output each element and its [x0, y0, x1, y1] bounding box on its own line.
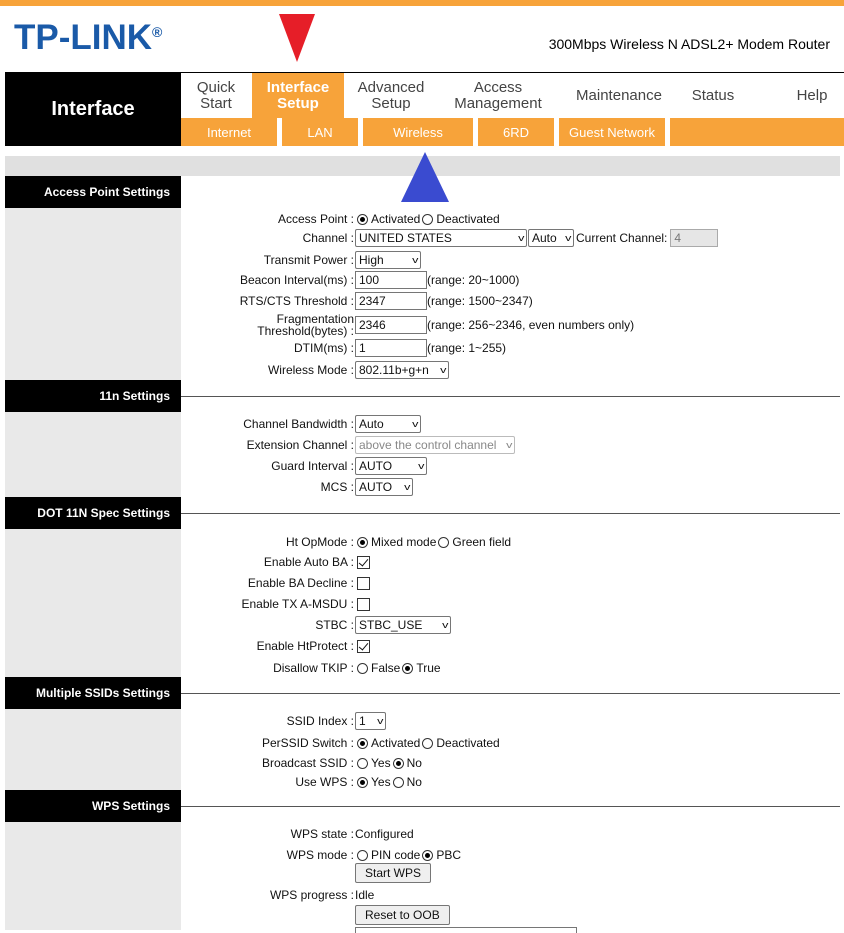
page-title: Interface: [5, 72, 181, 146]
section-access-point-settings: Access Point Settings: [5, 176, 181, 208]
row-mcs: MCS : AUTO v: [181, 477, 844, 497]
rts-threshold-input[interactable]: 2347: [355, 292, 427, 310]
section-dot11n-spec-settings: DOT 11N Spec Settings: [5, 497, 181, 529]
ba-decline-checkbox[interactable]: [357, 577, 370, 590]
row-wps-state: WPS state : Configured: [290, 827, 414, 841]
row-broadcast-ssid: Broadcast SSID : Yes No: [261, 756, 422, 770]
nav-quick-start[interactable]: Quick Start: [196, 79, 236, 112]
section-multiple-ssids-settings: Multiple SSIDs Settings: [5, 677, 181, 709]
beacon-interval-input[interactable]: 100: [355, 271, 427, 289]
row-stbc: STBC : STBC_USE v: [181, 615, 844, 635]
wps-progress-value: Idle: [355, 888, 375, 902]
subnav-internet[interactable]: Internet: [206, 124, 252, 140]
perssid-activated-radio[interactable]: [357, 738, 368, 749]
row-htprotect: Enable HtProtect :: [181, 636, 844, 656]
start-wps-button[interactable]: Start WPS: [355, 863, 431, 883]
fragmentation-threshold-input[interactable]: 2346: [355, 316, 427, 334]
nav-help[interactable]: Help: [796, 87, 828, 104]
row-guard-interval: Guard Interval : AUTO v: [181, 456, 844, 476]
row-auto-ba: Enable Auto BA :: [181, 552, 844, 572]
row-extension-channel: Extension Channel : above the control channel v: [181, 435, 844, 455]
mcs-select[interactable]: AUTO v: [355, 478, 413, 496]
top-accent-bar: [0, 0, 844, 6]
section-11n-settings: 11n Settings: [5, 380, 181, 412]
htprotect-checkbox[interactable]: [357, 640, 370, 653]
channel-select[interactable]: Auto v: [528, 229, 574, 247]
use-wps-yes-radio[interactable]: [357, 777, 368, 788]
broadcast-yes-radio[interactable]: [357, 758, 368, 769]
row-fragmentation: Fragmentation Threshold(bytes) : 2346 (range: 256~2346, even numbers only): [257, 312, 635, 338]
row-disallow-tkip: Disallow TKIP : False True: [273, 661, 441, 675]
row-start-wps: [181, 863, 844, 883]
tkip-false-radio[interactable]: [357, 663, 368, 674]
wps-pin-code-radio[interactable]: [357, 850, 368, 861]
label-access-point: Access Point :: [277, 212, 354, 226]
extension-channel-select[interactable]: above the control channel v: [355, 436, 515, 454]
transmit-power-select[interactable]: High v: [355, 251, 421, 269]
row-channel: Channel : UNITED STATES v Auto v Current Channel: 4: [181, 228, 844, 248]
row-tx-amsdu: Enable TX A-MSDU :: [181, 594, 844, 614]
auto-ba-checkbox[interactable]: [357, 556, 370, 569]
broadcast-no-radio[interactable]: [393, 758, 404, 769]
main-nav: [181, 72, 844, 119]
blue-pointer-arrow-icon: [401, 152, 449, 202]
use-wps-no-radio[interactable]: [393, 777, 404, 788]
sub-nav: [181, 118, 844, 146]
row-wireless-mode: Wireless Mode : 802.11b+g+n v: [181, 360, 844, 380]
row-reset-oob: [181, 905, 844, 925]
subnav-guest-network[interactable]: Guest Network: [569, 124, 655, 140]
row-beacon-interval: Beacon Interval(ms) : 100 (range: 20~1000): [239, 273, 520, 287]
subnav-lan[interactable]: LAN: [307, 124, 333, 140]
stbc-select[interactable]: STBC_USE v: [355, 616, 451, 634]
nav-status[interactable]: Status: [691, 87, 735, 104]
row-rts-threshold: RTS/CTS Threshold : 2347 (range: 1500~2347): [239, 294, 533, 308]
dtim-input[interactable]: 1: [355, 339, 427, 357]
ap-activated-radio[interactable]: [357, 214, 368, 225]
row-channel-bandwidth: Channel Bandwidth : Auto v: [181, 414, 844, 434]
row-dtim: DTIM(ms) : 1 (range: 1~255): [294, 341, 507, 355]
tp-link-logo: TP-LINK®: [14, 18, 163, 57]
row-wps-progress: WPS progress : Idle: [269, 888, 375, 902]
wps-pbc-radio[interactable]: [422, 850, 433, 861]
perssid-deactivated-radio[interactable]: [422, 738, 433, 749]
partial-field: [355, 927, 577, 933]
nav-access-management[interactable]: Access Management: [454, 79, 542, 112]
row-use-wps: Use WPS : Yes No: [295, 775, 422, 789]
row-wps-mode: WPS mode : PIN code PBC: [286, 848, 462, 862]
ssid-index-select[interactable]: 1 v: [355, 712, 386, 730]
ht-mixed-mode-radio[interactable]: [357, 537, 368, 548]
ht-green-field-radio[interactable]: [438, 537, 449, 548]
red-pointer-arrow-icon: [279, 14, 315, 62]
ap-deactivated-radio[interactable]: [422, 214, 433, 225]
section-wps-settings: WPS Settings: [5, 790, 181, 822]
tkip-true-radio[interactable]: [402, 663, 413, 674]
wireless-mode-select[interactable]: 802.11b+g+n v: [355, 361, 449, 379]
row-ht-opmode: Ht OpMode : Mixed mode Green field: [285, 535, 512, 549]
guard-interval-select[interactable]: AUTO v: [355, 457, 427, 475]
channel-country-select[interactable]: UNITED STATES v: [355, 229, 527, 247]
model-name: 300Mbps Wireless N ADSL2+ Modem Router: [548, 36, 830, 52]
reset-to-oob-button[interactable]: Reset to OOB: [355, 905, 450, 925]
row-transmit-power: Transmit Power : High v: [181, 250, 844, 270]
nav-maintenance[interactable]: Maintenance: [576, 87, 662, 104]
subnav-6rd[interactable]: 6RD: [502, 124, 529, 140]
subnav-wireless[interactable]: Wireless: [393, 124, 443, 140]
wps-state-value: Configured: [355, 827, 414, 841]
row-ba-decline: Enable BA Decline :: [181, 573, 844, 593]
nav-advanced-setup[interactable]: Advanced Setup: [357, 79, 425, 112]
row-perssid-switch: PerSSID Switch : Activated Deactivated: [261, 736, 500, 750]
channel-bandwidth-select[interactable]: Auto v: [355, 415, 421, 433]
current-channel-field: 4: [670, 229, 718, 247]
tx-amsdu-checkbox[interactable]: [357, 598, 370, 611]
row-access-point: Access Point : Activated Deactivated: [181, 209, 844, 229]
nav-interface-setup[interactable]: Interface Setup: [252, 73, 344, 119]
row-ssid-index: SSID Index : 1 v: [181, 711, 844, 731]
